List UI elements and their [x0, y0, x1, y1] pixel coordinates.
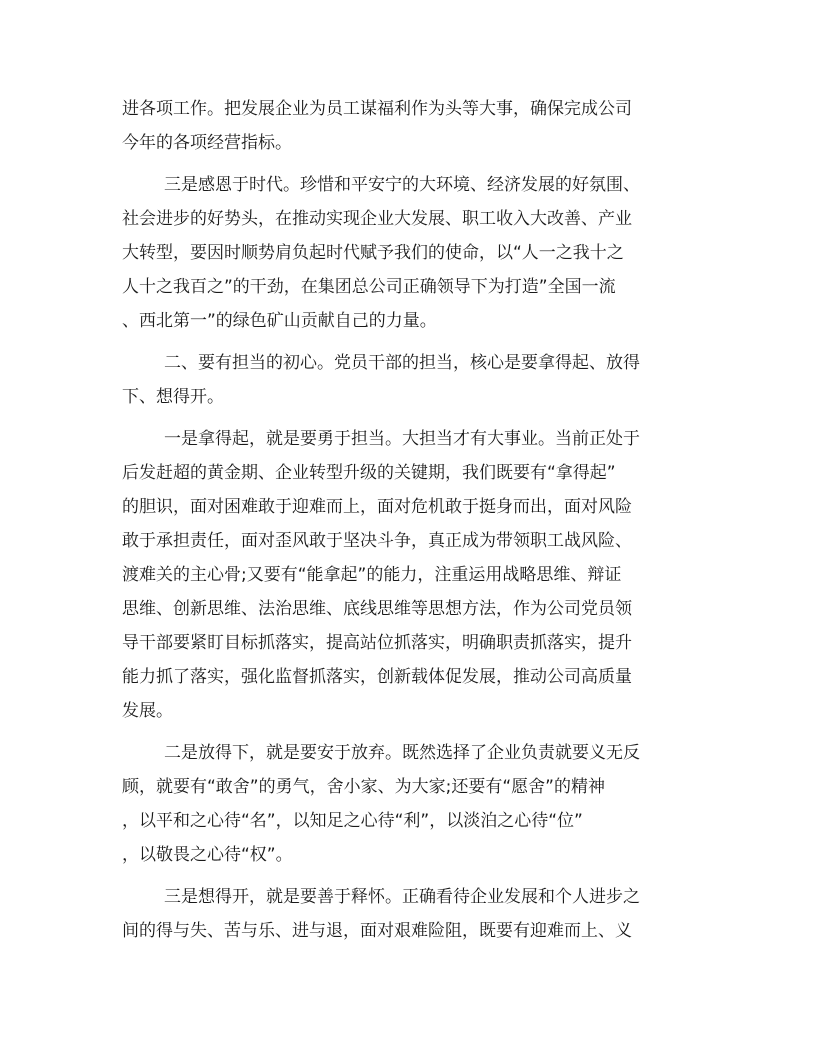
text-line: 人十之我百之”的干劲，在集团总公司正确领导下为打造”全国一流: [122, 277, 616, 297]
text-line: 渡难关的主心骨;又要有“能拿起”的能力，注重运用战略思维、辩证: [122, 565, 622, 585]
paragraph-let-go: [122, 736, 688, 872]
text-line: 的胆识，面对困难敢于迎难而上，面对危机敢于挺身而出，面对风险: [122, 497, 632, 517]
text-line: 敢于承担责任，面对歪风敢于坚决斗争，真正成为带领职工战风险、: [122, 531, 632, 551]
text-line: 二、要有担当的初心。党员干部的担当，核心是要拿得起、放得: [164, 353, 640, 373]
text-line: 能力抓了落实，强化监督抓落实，创新载体促发展，推动公司高质量: [122, 667, 632, 687]
text-line: 社会进步的好势头，在推动实现企业大发展、职工收入大改善、产业: [122, 209, 632, 229]
text-line: 三是想得开，就是要善于释怀。正确看待企业发展和个人进步之: [164, 887, 640, 907]
text-line: 三是感恩于时代。珍惜和平安宁的大环境、经济发展的好氛围、: [164, 175, 640, 195]
document-body: [122, 92, 688, 948]
text-line: ，以平和之心待“名”，以知足之心待“利”，以淡泊之心待“位”: [122, 811, 583, 831]
text-line: 后发赶超的黄金期、企业转型升级的关键期，我们既要有“拿得起”: [122, 463, 616, 483]
text-line: 导干部要紧盯目标抓落实，提高站位抓落实，明确职责抓落实，提升: [122, 633, 632, 653]
text-line: 进各项工作。把发展企业为员工谋福利作为头等大事，确保完成公司: [122, 99, 632, 119]
text-line: 一是拿得起，就是要勇于担当。大担当才有大事业。当前正处于: [164, 429, 640, 449]
text-line: 二是放得下，就是要安于放弃。既然选择了企业负责就要义无反: [164, 743, 640, 763]
text-line: ，以敬畏之心待“权”。: [122, 845, 293, 865]
text-line: 间的得与失、苦与乐、进与退，面对艰难险阻，既要有迎难而上、义: [122, 921, 632, 941]
text-line: 今年的各项经营指标。: [122, 133, 292, 153]
text-line: 大转型，要因时顺势肩负起时代赋予我们的使命，以“人一之我十之: [122, 243, 624, 263]
text-line: 发展。: [122, 701, 173, 721]
paragraph-pick-up: [122, 422, 688, 728]
paragraph-open-minded: [122, 880, 688, 948]
paragraph-gratitude-to-era: [122, 168, 688, 338]
paragraph-work-continuation: [122, 92, 688, 160]
text-line: 思维、创新思维、法治思维、底线思维等思想方法，作为公司党员领: [122, 599, 632, 619]
text-line: 下、想得开。: [122, 387, 224, 407]
text-line: 、西北第一”的绿色矿山贡献自己的力量。: [122, 311, 437, 331]
text-line: 顾，就要有“敢舍”的勇气，舍小家、为大家;还要有“愿舍”的精神: [122, 777, 605, 797]
paragraph-section-two-heading: [122, 346, 688, 414]
